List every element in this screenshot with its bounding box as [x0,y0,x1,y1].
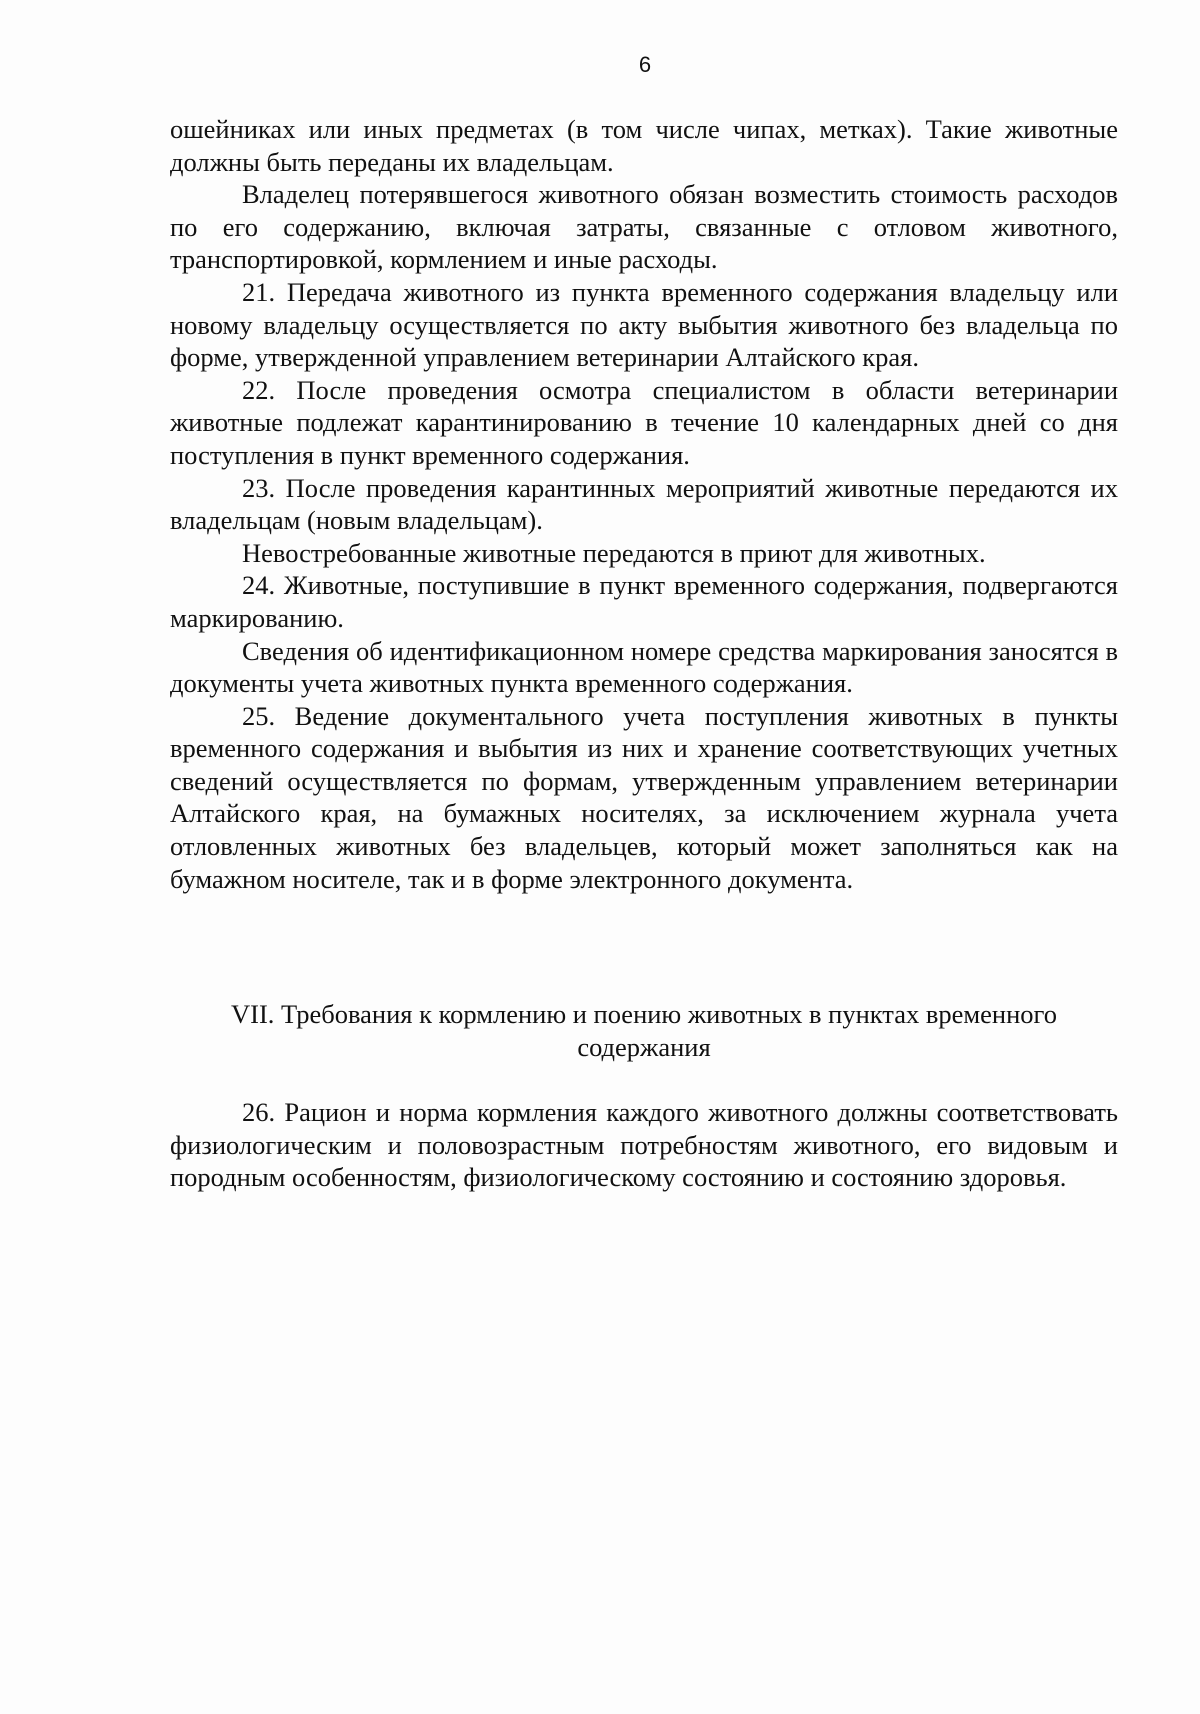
paragraph-25: 25. Ведение документального учета поступления животных в пункты временного содержания и выбытия из них и хранение соответствующих учетных сведений осуществляется по формам, утвержденным управлением ветеринарии Алтайского края, на бумажных носителях, за исключением журнала учета отловленных животных без владельцев, который может заполняться как на бумажном носителе, так и в форме электронного документа. [170,700,1118,894]
paragraph-owner-costs: Владелец потерявшегося животного обязан возместить стоимость расходов по его содержанию, включая затраты, связанные с отловом животного, транспортировкой, кормлением и иные расходы. [170,179,1118,275]
paragraph-marking-info: Сведения об идентификационном номере средства маркирования заносятся в документы учета животных пункта временного содержания. [170,635,1118,699]
paragraph-continuation: ошейниках или иных предметах (в том числе чипах, метках). Такие животные должны быть переданы их владельцам. [170,114,1118,177]
page-number: 6 [638,52,652,77]
section-text [170,1096,1118,1194]
section-heading-line-1: VII. Требования к кормлению и поению животных в пунктах временного [231,999,1057,1029]
paragraph-21: 21. Передача животного из пункта временного содержания владельцу или новому владельцу осуществляется по акту выбытия животного без владельца по форме, утвержденной управлением ветеринарии Алтайского края. [170,276,1118,373]
paragraph-unclaimed: Невостребованные животные передаются в приют для животных. [242,537,986,568]
paragraph-26: 26. Рацион и норма кормления каждого животного должны соответствовать физиологическим и половозрастным потребностям животного, его видовым и породным особенностям, физиологическому состоянию и состоянию здоровья. [170,1097,1118,1193]
section-heading [170,998,1118,1063]
paragraph-23: 23. После проведения карантинных мероприятий животные передаются их владельцам (новым владельцам). [170,472,1118,536]
paragraph-22: 22. После проведения осмотра специалистом в области ветеринарии животные подлежат карантинированию в течение 10 календарных дней со дня поступления в пункт временного содержания. [170,374,1118,470]
body-text [170,113,1118,895]
section-heading-line-2: содержания [577,1031,711,1062]
paragraph-24: 24. Животные, поступившие в пункт временного содержания, подвергаются маркированию. [170,570,1118,633]
